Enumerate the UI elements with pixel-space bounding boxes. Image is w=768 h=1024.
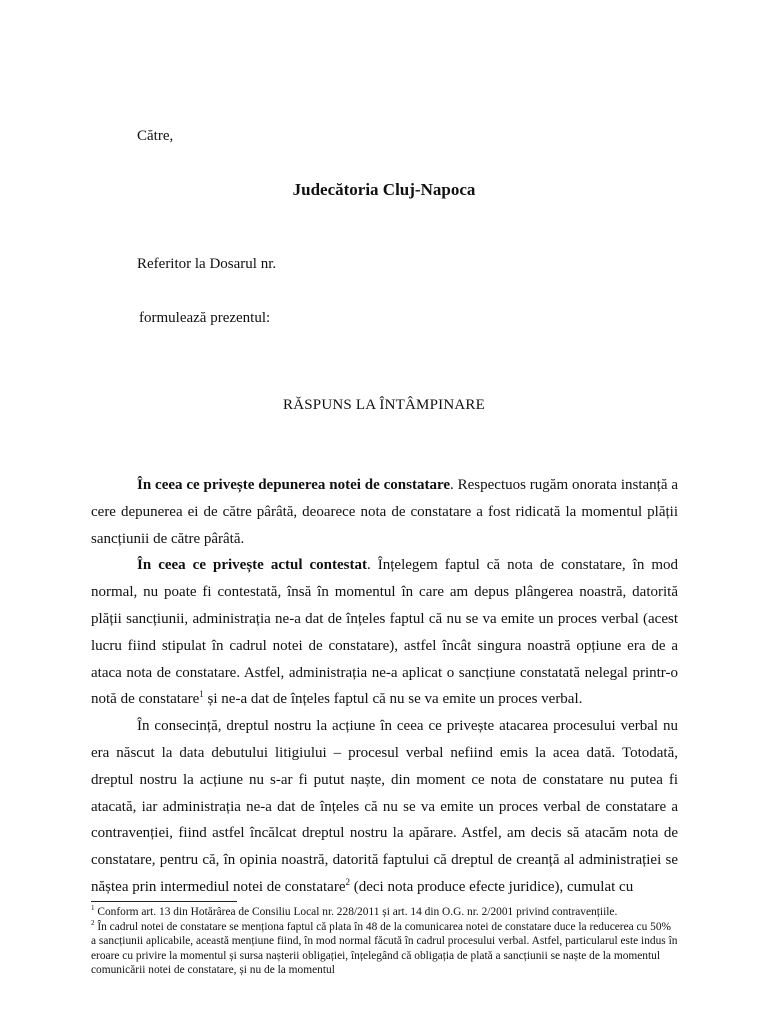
document-body xyxy=(91,472,678,901)
paragraph-contested-act xyxy=(91,552,678,713)
case-reference: Referitor la Dosarul nr. xyxy=(137,256,277,272)
paragraph-heading: În ceea ce privește depunerea notei de constatare xyxy=(137,477,451,493)
paragraph-notice-submission xyxy=(91,472,678,552)
footnote-2 xyxy=(91,920,678,978)
footnote-number: 2 xyxy=(91,918,95,927)
paragraph-text: (deci nota produce efecte juridice), cumulat cu xyxy=(350,878,634,895)
addressee-label: Către, xyxy=(137,128,174,144)
footnote-text: În cadrul notei de constatare se menționa faptul că plata în 48 de la comunicarea notei de constatare duce la reducerea cu 50% a sancțiunii aplicabile, această mențiune fiind, în mod normal făcută în cadrul procesului verbal. Astfel, particularul este indus în eroare cu privire la momentul și sursa nașterii obligației, înțelegând că obligația de plată a sancțiunii se naște de la momentul comunicării notei de constatare, și nu de la momentul xyxy=(91,920,678,977)
court-name: Judecătoria Cluj-Napoca xyxy=(292,180,476,199)
paragraph-text: . Înțelegem faptul că nota de constatare, în mod normal, nu poate fi contestată, însă în momentul în care am depus plângerea noastră, datorită plății sancțiunii, administrația ne-a dat de înțeles faptul că nu se va emite un proces verbal (acest lucru fiind stipulat în cadrul notei de constatare), astfel încât singura noastră opțiune era de a ataca nota de constatare. Astfel, administrația ne-a aplicat o sancțiune constatată nelegal printr-o notă de constatare xyxy=(91,557,678,708)
paragraph-text: . Respectuos rugăm onorata instanță a cere depunerea ei de către pârâtă, deoarece nota de constatare a fost ridicată la momentul plății sancțiunii de către pârâtă. xyxy=(91,477,678,547)
paragraph-consequence xyxy=(91,713,678,901)
paragraph-heading: În ceea ce privește actul contestat xyxy=(137,557,367,574)
footnotes xyxy=(91,905,678,978)
footnote-ref: 1 xyxy=(199,689,204,700)
footnote-text: Conform art. 13 din Hotărârea de Consiliu Local nr. 228/2011 și art. 14 din O.G. nr. 2/2001 privind contravențiile. xyxy=(94,906,618,918)
footnote-number: 1 xyxy=(91,904,95,913)
paragraph-text: și ne-a dat de înțeles faptul că nu se va emite un proces verbal. xyxy=(203,691,583,708)
footnote-separator xyxy=(91,901,237,902)
document-title: RĂSPUNS LA ÎNTÂMPINARE xyxy=(283,397,485,413)
footnote-1 xyxy=(91,905,678,920)
formulation-line: formulează prezentul: xyxy=(139,310,271,326)
paragraph-text: În consecință, dreptul nostru la acțiune în ceea ce privește atacarea procesului verbal nu era născut la data debutului litigiului – procesul verbal nefiind emis la acea dată. Totodată, dreptul nostru la acțiune nu s-ar fi putut naște, din moment ce nota de constatare nu putea fi atacată, iar administrația ne-a dat de înțeles că nu se va emite un proces verbal de constatare a contravenției, fiind astfel încălcat dreptul nostru la apărare. Astfel, am decis să atacăm nota de constatare, pentru că, în opinia noastră, datorită faptului că dreptul de creanță al administrației se năștea prin intermediul notei de constatare xyxy=(91,718,678,895)
footnote-ref: 2 xyxy=(345,876,350,887)
